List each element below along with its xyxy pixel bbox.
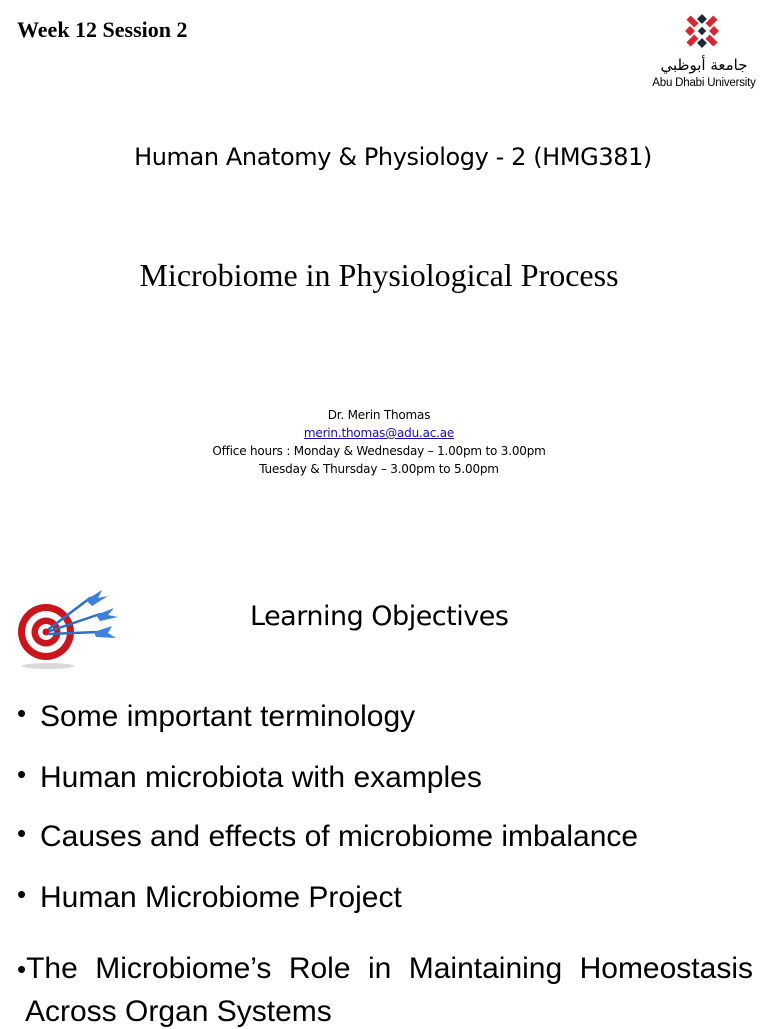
objective-line-2: Across Organ Systems bbox=[25, 995, 332, 1028]
bullet-icon: • bbox=[17, 698, 27, 728]
objective-word: Homeostasis bbox=[579, 952, 753, 985]
objective-word: Maintaining bbox=[408, 952, 563, 985]
objective-word: Microbiome’s bbox=[95, 952, 272, 985]
objective-text: Human microbiota with examples bbox=[40, 761, 482, 794]
bullet-icon: • bbox=[17, 954, 27, 984]
objective-text: Human Microbiome Project bbox=[40, 881, 402, 914]
objective-text: Some important terminology bbox=[40, 700, 416, 733]
objective-text: Causes and effects of microbiome imbalance bbox=[40, 820, 639, 853]
objective-line-1 bbox=[17, 943, 753, 995]
learning-objectives-heading: Learning Objectives bbox=[250, 601, 509, 632]
instructor-name: Dr. Merin Thomas bbox=[327, 408, 431, 422]
objective-word: Role bbox=[288, 952, 351, 985]
list-item bbox=[17, 943, 753, 1029]
objective-word: •The bbox=[17, 943, 78, 995]
target-darts-icon bbox=[16, 588, 120, 670]
lecture-title: Microbiome in Physiological Process bbox=[139, 257, 619, 293]
bullet-icon: • bbox=[17, 879, 27, 909]
bullet-icon: • bbox=[17, 818, 27, 848]
objective-word: in bbox=[367, 952, 392, 985]
bullet-icon: • bbox=[17, 759, 27, 789]
session-label: Week 12 Session 2 bbox=[17, 17, 188, 42]
course-title: Human Anatomy & Physiology - 2 (HMG381) bbox=[134, 143, 652, 171]
logo-arabic-text: جامعة أبوظبي bbox=[660, 56, 748, 74]
office-hours-line-2: Tuesday & Thursday – 3.00pm to 5.00pm bbox=[259, 462, 499, 476]
instructor-email-row bbox=[0, 424, 758, 442]
university-emblem-icon bbox=[640, 8, 764, 56]
university-logo bbox=[640, 8, 764, 98]
office-hours-line-1: Office hours : Monday & Wednesday – 1.00pm to 3.00pm bbox=[212, 444, 546, 458]
instructor-email-link[interactable]: merin.thomas@adu.ac.ae bbox=[303, 426, 455, 440]
logo-latin-text: Abu Dhabi University bbox=[652, 77, 756, 89]
